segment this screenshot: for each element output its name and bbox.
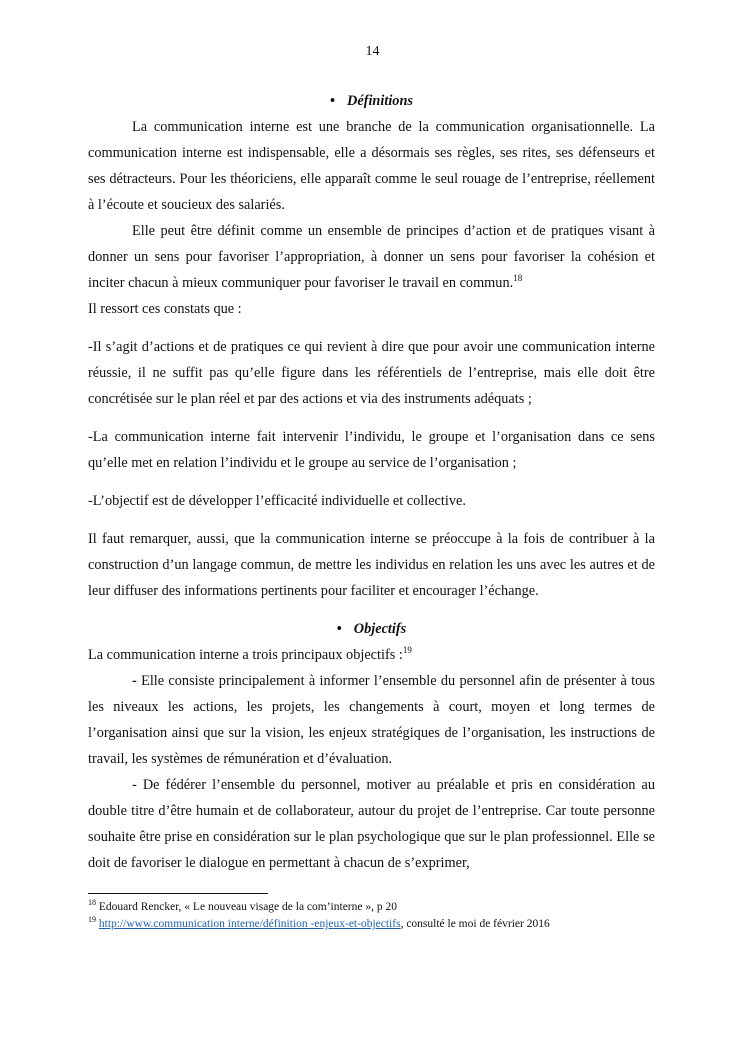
dash-marker: - — [132, 673, 137, 689]
page-body — [88, 88, 655, 876]
footnotes — [88, 899, 688, 933]
page-number: 14 — [365, 44, 380, 59]
bullet-icon: • — [330, 93, 336, 109]
objective-text: Elle consiste principalement à informer l’ensemble du personnel afin de présenter à tous les niveaux les actions, les projets, les changements à court, moyen et long termes de l’organisation ainsi que sur la vision, les enjeux stratégiques de l’organisation, les instructions de travail, les systèmes de rémunération et d’évaluation. — [88, 673, 655, 767]
footnote-divider — [88, 893, 268, 894]
paragraph-text: Elle peut être définit comme un ensemble de principes d’action et de pratiques visant à donner un sens pour favoriser l’appropriation, à donner un sens pour favoriser la cohésion et inciter chacun à mieux communiquer pour favoriser le travail en commun. — [88, 223, 655, 291]
footnote-text: Edouard Rencker, « Le nouveau visage de la com’interne », p 20 — [96, 901, 397, 913]
footnote-19 — [88, 916, 688, 933]
paragraph: Il ressort ces constats que : — [88, 301, 242, 317]
objective-item: - De fédérer l’ensemble du personnel, motiver au préalable et pris en considération au double titre d’être humain et de collaborateur, autour du projet de l’entreprise. Car toute personne souhaite être prise en considération sur le plan psychologique que sur le plan professionnel. Elle se doit de favoriser le dialogue en permettant à chacun de s’exprimer, — [88, 777, 655, 871]
footnote-link[interactable]: http://www.communication interne/définition -enjeux-et-objectifs — [98, 918, 401, 930]
paragraph — [88, 218, 655, 296]
heading-text: Objectifs — [353, 621, 407, 637]
footnote-number: 19 — [88, 915, 96, 925]
section-heading-definitions — [88, 88, 655, 114]
list-item: -La communication interne fait intervenir l’individu, le groupe et l’organisation dans ce sens qu’elle met en relation l’individu et le groupe au service de l’organisation ; — [88, 429, 655, 471]
objective-item — [88, 668, 655, 772]
footnote-18 — [88, 899, 688, 916]
paragraph: La communication interne est une branche de la communication organisationnelle. La communication interne est indispensable, elle a désormais ses règles, ses rites, ses défenseurs et ses détracteurs. Pour les théoriciens, elle apparaît comme le seul rouage de l’entreprise, réellement à l’écoute et soucieux des salariés. — [88, 119, 655, 213]
list-item: -L’objectif est de développer l’efficacité individuelle et collective. — [88, 493, 466, 509]
footnote-number: 18 — [88, 898, 96, 908]
footnote-ref: 19 — [402, 645, 412, 656]
footnote-text: , consulté le moi de février 2016 — [400, 918, 550, 930]
paragraph-text: La communication interne a trois principaux objectifs : — [88, 647, 403, 663]
paragraph: Il faut remarquer, aussi, que la communication interne se préoccupe à la fois de contribuer à la construction d’un langage commun, de mettre les individus en relation les uns avec les autres et de leur diffuser des informations pertinents pour faciliter et encourager l’échange. — [88, 531, 655, 599]
section-heading-objectifs — [88, 616, 655, 642]
footnote-ref: 18 — [513, 273, 523, 284]
bullet-icon: • — [336, 621, 342, 637]
list-item: -Il s’agit d’actions et de pratiques ce qui revient à dire que pour avoir une communication interne réussie, il ne suffit pas qu’elle figure dans les référentiels de l’entreprise, mais elle doit être concrétisée sur le plan réel et par des actions et via des instruments adéquats ; — [88, 339, 655, 407]
heading-text: Définitions — [347, 93, 413, 109]
paragraph — [88, 642, 655, 668]
